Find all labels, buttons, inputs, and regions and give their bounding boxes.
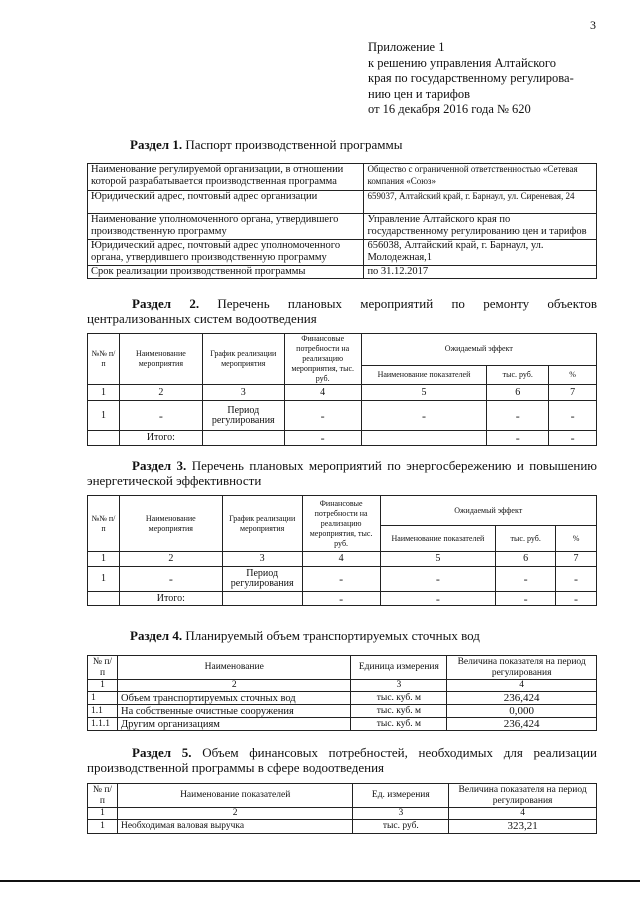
header-cell: % [549, 365, 597, 384]
header-cell: График реализации мероприятия [222, 496, 302, 552]
table-cell: Юридический адрес, почтовый адрес уполномоченного органа, утвердившего производственную программу [88, 240, 364, 266]
table-cell: Необходимая валовая выручка [117, 820, 352, 834]
table-row [88, 385, 597, 401]
table-cell: 236,424 [447, 692, 597, 705]
table-cell: - [380, 567, 496, 592]
header-cell: тыс. руб. [487, 365, 549, 384]
table-cell: 2 [117, 808, 352, 820]
header-cell: № п/п [88, 656, 118, 680]
section4-title [130, 628, 480, 644]
section-title-text: Планируемый объем транспортируемых сточных вод [185, 628, 480, 643]
table-cell: - [361, 401, 487, 431]
table-cell: 7 [549, 385, 597, 401]
section-title-text: Перечень плановых мероприятий по энергосбережению и повышению энергетической эффективности [87, 458, 597, 488]
table-cell: 1 [88, 680, 118, 692]
appendix-line: от 16 декабря 2016 года № 620 [368, 102, 531, 116]
table-cell: Итого: [119, 592, 222, 606]
section-title-text: Объем финансовых потребностей, необходимых для реализации производственной программы в сфере водоотведения [87, 745, 598, 775]
table-cell: тыс. куб. м [351, 692, 447, 705]
table-cell: Наименование уполномоченного органа, утвердившего производственную программу [88, 214, 364, 240]
table-cell: - [119, 567, 222, 592]
table-cell: - [380, 592, 496, 606]
table-row [88, 808, 597, 820]
table-cell: - [302, 567, 380, 592]
table-header-row [88, 496, 597, 526]
table-cell: - [549, 431, 597, 446]
table-cell: 3 [222, 552, 302, 567]
header-cell: Финансовые потребности на реализацию мероприятия, тыс. руб. [284, 334, 361, 385]
section-label: Раздел 3. [132, 458, 187, 473]
table-cell: по 31.12.2017 [364, 266, 597, 279]
table-cell: 5 [380, 552, 496, 567]
table-cell: тыс. куб. м [351, 705, 447, 718]
table-header-row [88, 784, 597, 808]
table-row [88, 240, 597, 266]
section-label: Раздел 1. [130, 137, 183, 152]
table-cell: 1 [88, 808, 118, 820]
table-cell: 4 [302, 552, 380, 567]
table-cell: - [556, 567, 597, 592]
header-cell: №№ п/п [88, 334, 120, 385]
repair-measures-table [87, 333, 597, 446]
table-cell: тыс. куб. м [351, 718, 447, 731]
table-cell: - [487, 431, 549, 446]
header-cell: % [556, 526, 597, 552]
table-cell: 236,424 [447, 718, 597, 731]
table-cell: тыс. руб. [353, 820, 449, 834]
table-cell: Объем транспортируемых сточных вод [117, 692, 350, 705]
table-row [88, 164, 597, 191]
passport-table [87, 163, 597, 279]
table-header-row [88, 334, 597, 366]
header-cell: № п/п [88, 784, 118, 808]
table-cell [222, 592, 302, 606]
table-cell: 1 [88, 567, 120, 592]
table-cell: 1 [88, 552, 120, 567]
table-cell: - [284, 431, 361, 446]
table-cell [88, 431, 120, 446]
table-row [88, 552, 597, 567]
table-cell: Другим организациям [117, 718, 350, 731]
table-cell: 3 [353, 808, 449, 820]
table-cell: - [284, 401, 361, 431]
header-cell: Финансовые потребности на реализацию мероприятия, тыс. руб. [302, 496, 380, 552]
header-cell: Величина показателя на период регулирования [447, 656, 597, 680]
table-cell [361, 431, 487, 446]
table-row [88, 692, 597, 705]
table-cell: 4 [284, 385, 361, 401]
table-cell: На собственные очистные сооружения [117, 705, 350, 718]
table-header-row [88, 656, 597, 680]
header-cell: Наименование показателей [361, 365, 487, 384]
header-cell: тыс. руб. [496, 526, 556, 552]
appendix-line: края по государственному регулирова- [368, 71, 574, 85]
table-cell: 1 [88, 385, 120, 401]
wastewater-volume-table [87, 655, 597, 731]
appendix-header [368, 40, 628, 118]
header-cell: Наименование мероприятия [119, 496, 222, 552]
section2-title [87, 296, 597, 326]
table-row [88, 431, 597, 446]
table-cell: 6 [487, 385, 549, 401]
table-cell: Управление Алтайского края по государственному регулированию цен и тарифов [364, 214, 597, 240]
table-cell: 6 [496, 552, 556, 567]
table-cell: 1 [88, 401, 120, 431]
table-cell [202, 431, 284, 446]
header-cell: Ожидаемый эффект [361, 334, 596, 366]
table-cell: 1.1.1 [88, 718, 118, 731]
appendix-line: нию цен и тарифов [368, 86, 471, 101]
table-cell: 2 [117, 680, 350, 692]
table-cell: Период регулирования [202, 401, 284, 431]
table-row [88, 401, 597, 431]
table-cell: 1 [88, 820, 118, 834]
table-cell: - [496, 567, 556, 592]
table-cell: - [119, 401, 202, 431]
table-row [88, 820, 597, 834]
table-cell: 656038, Алтайский край, г. Барнаул, ул. Молодежная,1 [364, 240, 597, 266]
header-cell: Величина показателя на период регулирования [449, 784, 597, 808]
table-cell: Общество с ограниченной ответственностью «Сетевая компания «Союз» [364, 164, 597, 191]
table-cell: 4 [449, 808, 597, 820]
section-title-text: Паспорт производственной программы [185, 137, 403, 152]
table-cell: 4 [447, 680, 597, 692]
header-cell: №№ п/п [88, 496, 120, 552]
header-cell: Наименование показателей [380, 526, 496, 552]
section5-title [87, 745, 597, 775]
header-cell: Наименование показателей [117, 784, 352, 808]
table-cell: 2 [119, 552, 222, 567]
table-cell: 1.1 [88, 705, 118, 718]
table-row [88, 718, 597, 731]
energy-measures-table [87, 495, 597, 606]
table-row [88, 214, 597, 240]
section-label: Раздел 2. [132, 296, 200, 311]
table-cell: 3 [202, 385, 284, 401]
header-cell: Единица измерения [351, 656, 447, 680]
appendix-line: к решению управления Алтайского [368, 55, 556, 70]
table-cell [88, 592, 120, 606]
table-cell: - [487, 401, 549, 431]
page-number: 3 [590, 18, 596, 32]
table-cell: 7 [556, 552, 597, 567]
appendix-line: Приложение 1 [368, 40, 445, 54]
section1-title [130, 137, 402, 153]
table-cell: - [302, 592, 380, 606]
section-label: Раздел 5. [132, 745, 192, 760]
section3-title [87, 458, 597, 488]
table-cell: - [496, 592, 556, 606]
section-title-text: Перечень плановых мероприятий по ремонту объектов централизованных систем водоотведения [87, 296, 597, 326]
table-row [88, 705, 597, 718]
header-cell: Ед. измерения [353, 784, 449, 808]
page-bottom-rule [0, 880, 640, 882]
financial-needs-table [87, 783, 597, 834]
table-cell: Итого: [119, 431, 202, 446]
table-cell: 323,21 [449, 820, 597, 834]
table-row [88, 191, 597, 214]
table-cell: - [556, 592, 597, 606]
table-cell: 3 [351, 680, 447, 692]
table-cell: Наименование регулируемой организации, в отношении которой разрабатывается производственная программа [88, 164, 364, 191]
header-cell: Наименование мероприятия [119, 334, 202, 385]
header-cell: Наименование [117, 656, 350, 680]
table-cell: 2 [119, 385, 202, 401]
table-cell: Срок реализации производственной программы [88, 266, 364, 279]
table-row [88, 680, 597, 692]
table-cell: - [549, 401, 597, 431]
header-cell: Ожидаемый эффект [380, 496, 596, 526]
section-label: Раздел 4. [130, 628, 183, 643]
table-cell: 659037, Алтайский край, г. Барнаул, ул. Сиреневая, 24 [364, 191, 597, 214]
table-cell: 0,000 [447, 705, 597, 718]
table-row [88, 266, 597, 279]
table-cell: 1 [88, 692, 118, 705]
header-cell: График реализации мероприятия [202, 334, 284, 385]
table-row [88, 567, 597, 592]
table-cell: Период регулирования [222, 567, 302, 592]
table-row [88, 592, 597, 606]
table-cell: Юридический адрес, почтовый адрес организации [88, 191, 364, 214]
table-cell: 5 [361, 385, 487, 401]
